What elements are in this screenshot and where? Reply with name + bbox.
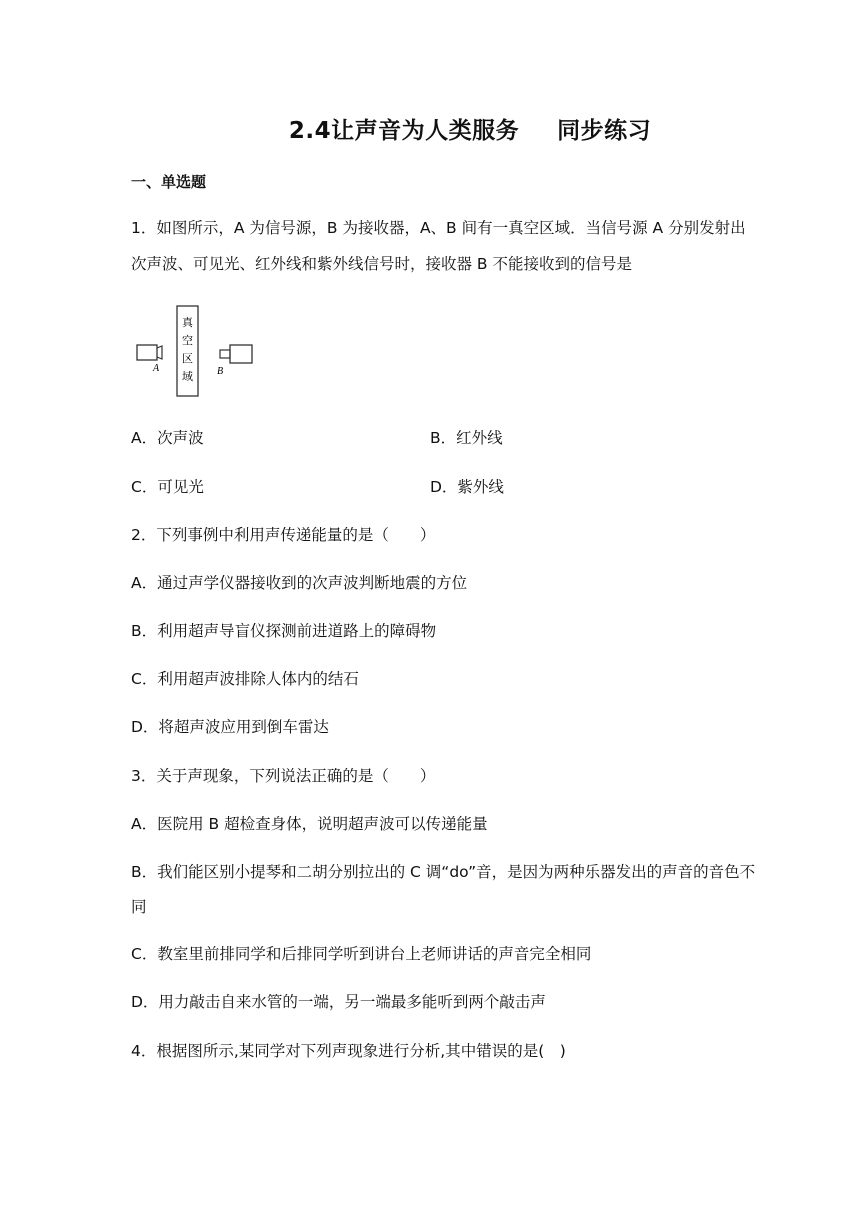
section-heading: 一、单选题 [131, 173, 207, 191]
label-a: A [153, 363, 160, 374]
receiver-b-device [220, 345, 252, 363]
page-title [0, 112, 860, 145]
q1-option-a: A．次声波 [131, 429, 204, 447]
region-char-3: 区 [182, 352, 193, 365]
q2-stem: 2．下列事例中利用声传递能量的是（ ） [131, 526, 436, 544]
source-a-device [137, 345, 162, 360]
q3-option-b-cont: 同 [131, 898, 147, 916]
q4-stem: 4．根据图所示,某同学对下列声现象进行分析,其中错误的是( ) [131, 1042, 566, 1060]
vacuum-region-figure [131, 304, 271, 398]
region-char-2: 空 [182, 334, 193, 347]
q2-option-c: C．利用超声波排除人体内的结石 [131, 670, 359, 688]
region-char-1: 真 [182, 316, 193, 329]
title-main: 2.4让声音为人类服务 [288, 118, 520, 144]
region-char-4: 域 [182, 370, 193, 383]
q2-option-d: D．将超声波应用到倒车雷达 [131, 718, 329, 736]
q3-option-a: A．医院用 B 超检查身体，说明超声波可以传递能量 [131, 815, 488, 833]
q1-option-d: D．紫外线 [430, 478, 504, 496]
q1-stem-line1: 1．如图所示，A 为信号源，B 为接收器，A、B 间有一真空区域．当信号源 A 分别发射出 [131, 219, 746, 237]
q3-stem: 3．关于声现象，下列说法正确的是（ ） [131, 767, 436, 785]
label-b: B [217, 366, 224, 377]
q1-option-b: B．红外线 [430, 429, 503, 447]
q2-option-a: A．通过声学仪器接收到的次声波判断地震的方位 [131, 574, 468, 592]
q3-option-d: D．用力敲击自来水管的一端，另一端最多能听到两个敲击声 [131, 993, 546, 1011]
title-sub: 同步练习 [557, 118, 652, 144]
q1-option-c: C．可见光 [131, 478, 204, 496]
q1-stem-line2: 次声波、可见光、红外线和紫外线信号时，接收器 B 不能接收到的信号是 [131, 255, 632, 273]
q2-option-b: B．利用超声导盲仪探测前进道路上的障碍物 [131, 622, 437, 640]
q3-option-c: C．教室里前排同学和后排同学听到讲台上老师讲话的声音完全相同 [131, 945, 592, 963]
q3-option-b: B．我们能区别小提琴和二胡分别拉出的 C 调“do”音，是因为两种乐器发出的声音的音色不 [131, 863, 756, 881]
